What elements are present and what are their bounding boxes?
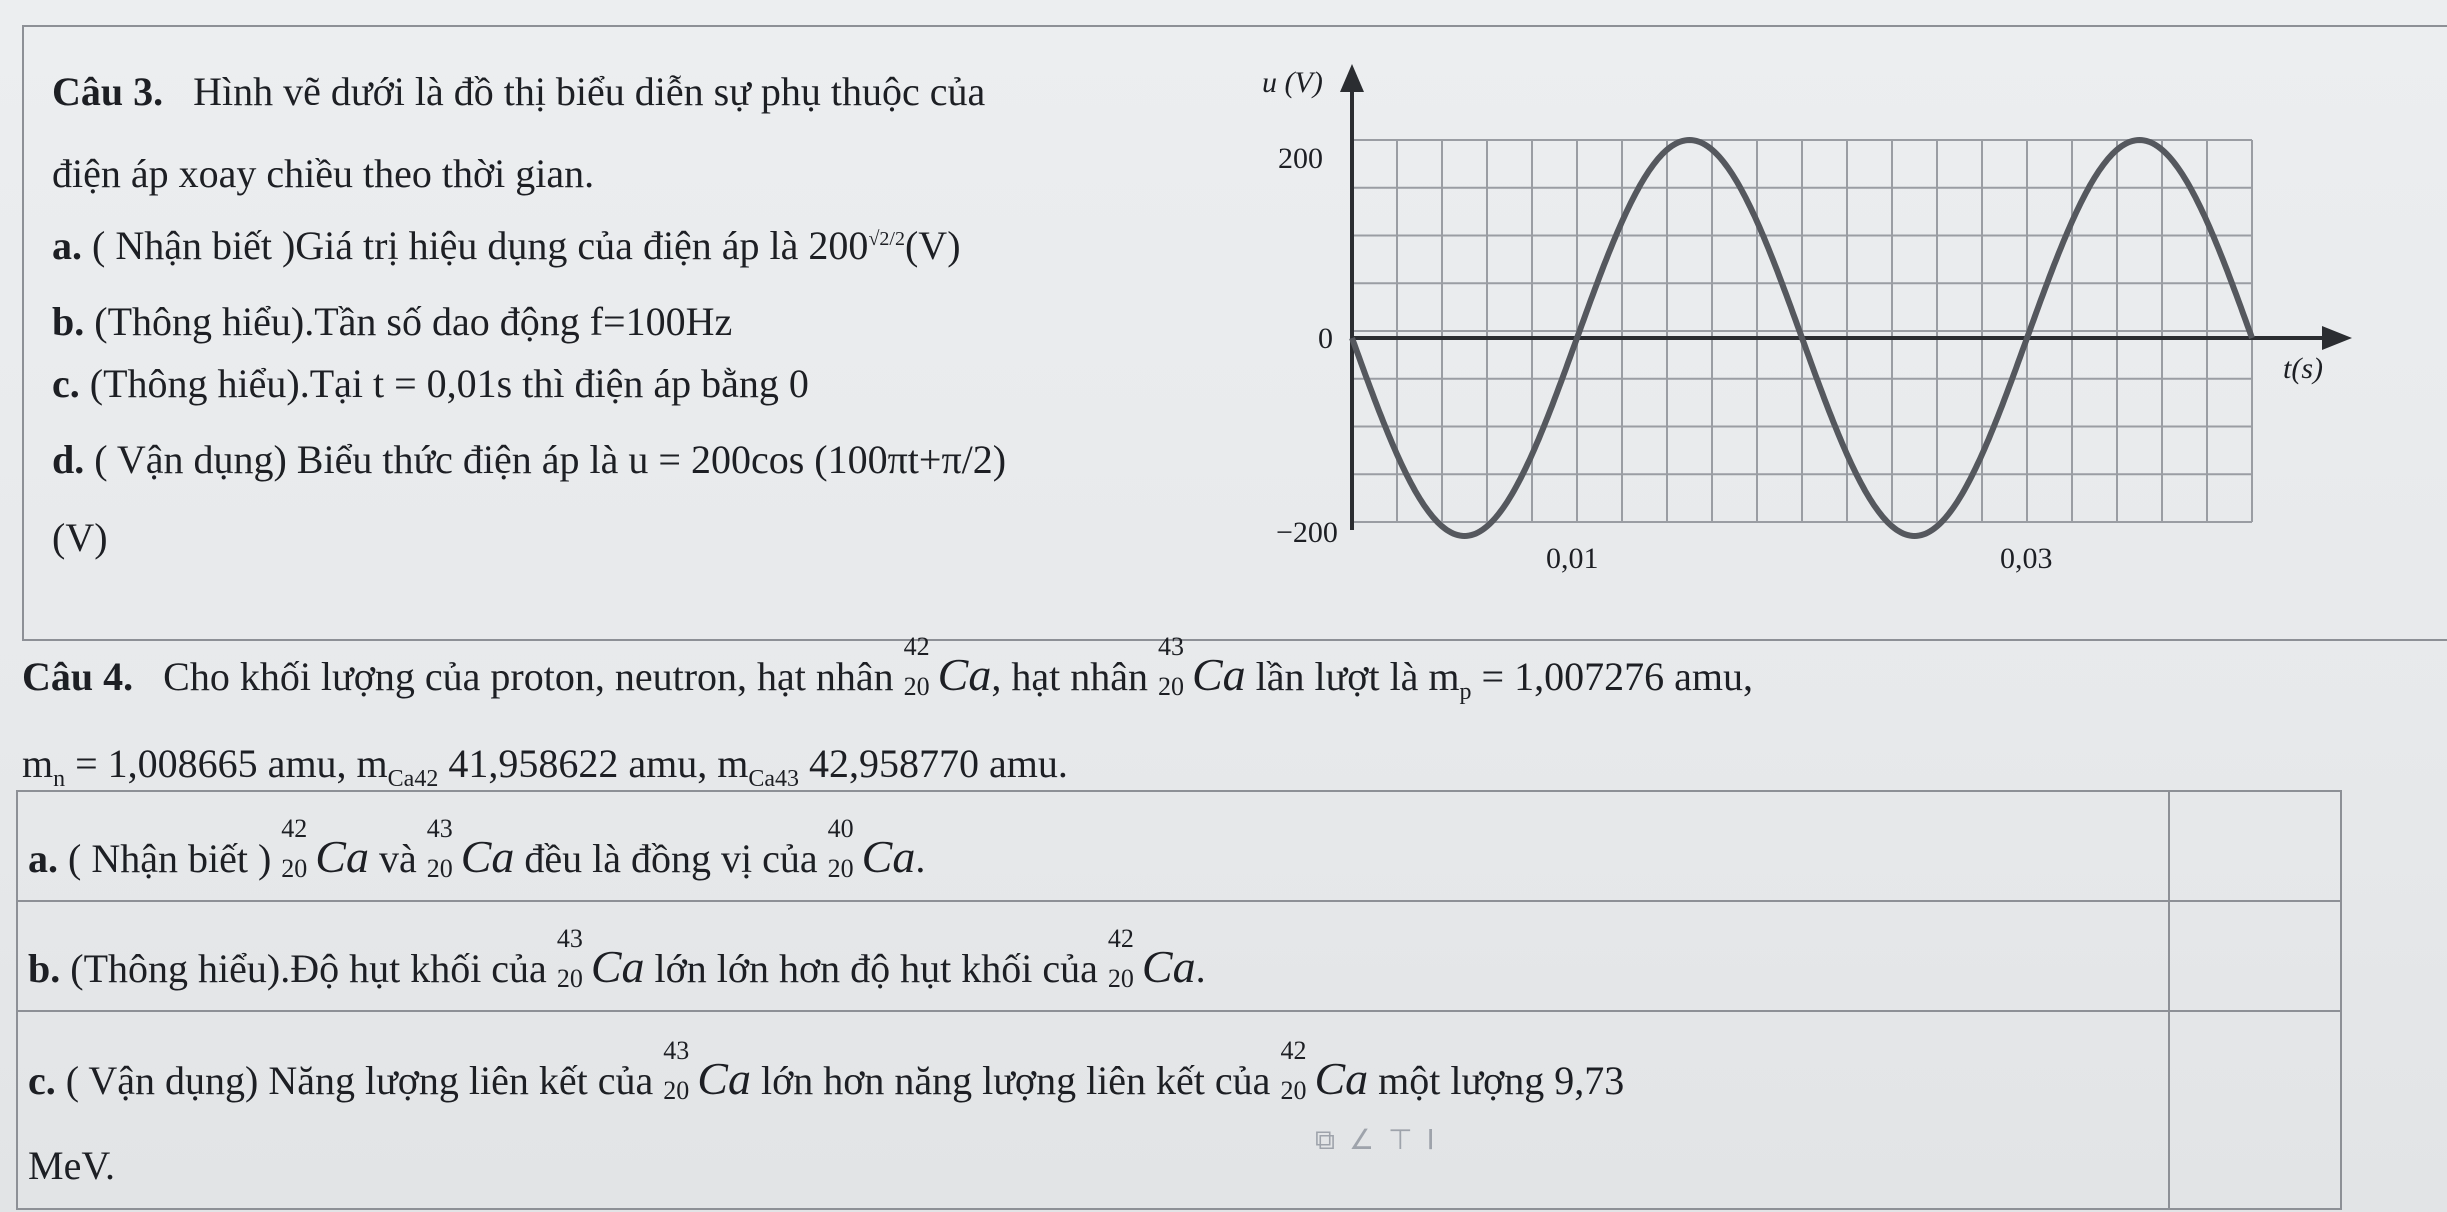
q4-row-c: c. ( Vận dụng) Năng lượng liên kết của 43 20 Ca lớn hơn năng lượng liên kết của 42 20 Ca một lượng 9,73 MeV. [18,1012,2340,1210]
y-axis-label: u (V) [1262,66,1323,99]
y-tick-0: 0 [1318,322,1333,355]
q3-line1: Câu 3. Hình vẽ dưới là đồ thị biểu diễn sự phụ thuộc của [52,69,986,114]
q3-option-a: a. ( Nhận biết )Giá trị hiệu dụng của điện áp là 200√2/2(V) [52,223,961,268]
nuclide-ca43: 43 20 Ca [663,1036,751,1105]
x-tick-001: 0,01 [1546,542,1599,575]
nuclide-ca42: 42 20 Ca [903,632,992,701]
x-axis-label: t(s) [2283,352,2323,385]
nuclide-ca43: 43 20 Ca [556,924,645,993]
nuclide-ca40: 40 20 Ca [827,814,916,883]
x-tick-003: 0,03 [2000,542,2053,575]
text-t-icon[interactable]: ⊤ [1388,1123,1427,1156]
q3-line2: điện áp xoay chiều theo thời gian. [52,151,595,196]
annotation-toolbar[interactable] [1315,1123,1449,1157]
q4-answer-table [16,790,2342,1210]
q3-option-b: b. (Thông hiểu).Tần số dao động f=100Hz [52,299,733,344]
nuclide-ca42: 42 20 Ca [1107,924,1196,993]
y-tick-neg200: −200 [1276,516,1338,549]
q3-option-d: d. ( Vận dụng) Biểu thức điện áp là u = 200cos (100πt+π/2) [52,437,1007,482]
q4-row-b: b. (Thông hiểu).Độ hụt khối của 43 20 Ca lớn lớn hơn độ hụt khối của 42 20 Ca. [18,902,2340,1012]
q3-option-c: c. (Thông hiểu).Tại t = 0,01s thì điện áp bằng 0 [52,361,809,406]
text-cursor-icon[interactable]: I [1426,1123,1449,1156]
answer-column-divider [2168,792,2170,1208]
nuclide-ca42: 42 20 Ca [281,814,369,883]
nuclide-ca43: 43 20 Ca [1157,632,1246,701]
nuclide-ca42: 42 20 Ca [1280,1036,1369,1105]
copy-icon[interactable]: ⧉ [1315,1123,1349,1156]
t-axis-arrow [2322,326,2352,350]
q3-option-d-cont: (V) [52,515,108,560]
pen-icon[interactable]: ∠ [1349,1123,1389,1156]
q4-row-a: a. ( Nhận biết ) 42 20 Ca và 43 20 Ca đều là đồng vị của 40 20 Ca. [18,792,2340,902]
nuclide-ca43: 43 20 Ca [426,814,515,883]
q4-line2: $m_n = 1,008665$ amu, $m_{Ca42}$ 41,958622 amu, $m_{Ca43}$ 42,958770 amu. [22,741,1068,792]
q4-line1: Câu 4. Cho khối lượng của proton, neutron, hạt nhân 42 20 Ca, hạt nhân 43 20 Ca lần lượt là $m_p = 1,007276$ amu, [22,632,1753,705]
y-axis-arrow [1340,64,1364,92]
y-tick-200: 200 [1278,142,1323,175]
